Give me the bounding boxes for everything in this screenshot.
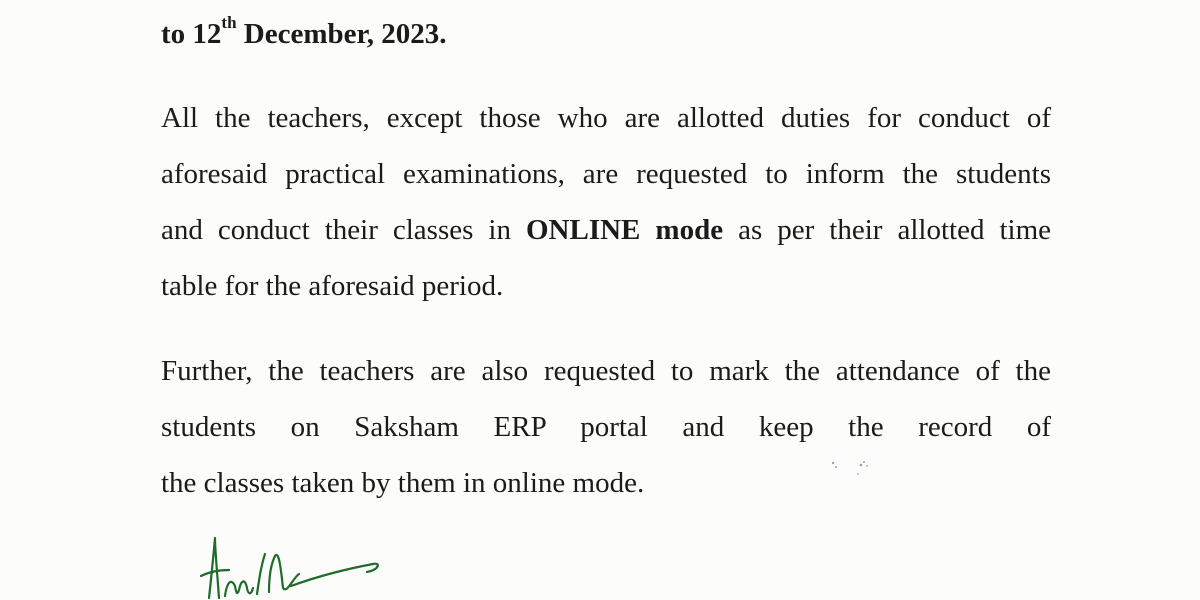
date-heading — [161, 14, 446, 54]
heading-suffix: December, 2023. — [236, 18, 447, 50]
heading-superscript: th — [221, 13, 237, 33]
paragraph-attendance — [161, 343, 1051, 511]
paragraph-online-classes — [161, 90, 1051, 314]
paragraph-line — [161, 202, 1051, 258]
paragraph-line: All the teachers, except those who are allotted duties for conduct of — [161, 102, 1051, 134]
paragraph-line: aforesaid practical examinations, are requested to inform the students — [161, 158, 1051, 190]
paragraph-line: the classes taken by them in online mode. — [161, 467, 645, 499]
paragraph-line: Further, the teachers are also requested to mark the attendance of the — [161, 355, 1051, 387]
handwritten-signature — [195, 530, 395, 600]
paragraph-text: as per their allotted time — [723, 214, 1051, 246]
paragraph-text: and conduct their classes in — [161, 214, 526, 246]
online-mode-emphasis: ONLINE mode — [525, 214, 724, 246]
ink-speck — [825, 455, 880, 480]
paragraph-line: table for the aforesaid period. — [161, 270, 504, 302]
paragraph-line: students on Saksham ERP portal and keep the record of — [161, 411, 1051, 443]
heading-prefix: to 12 — [161, 18, 222, 50]
